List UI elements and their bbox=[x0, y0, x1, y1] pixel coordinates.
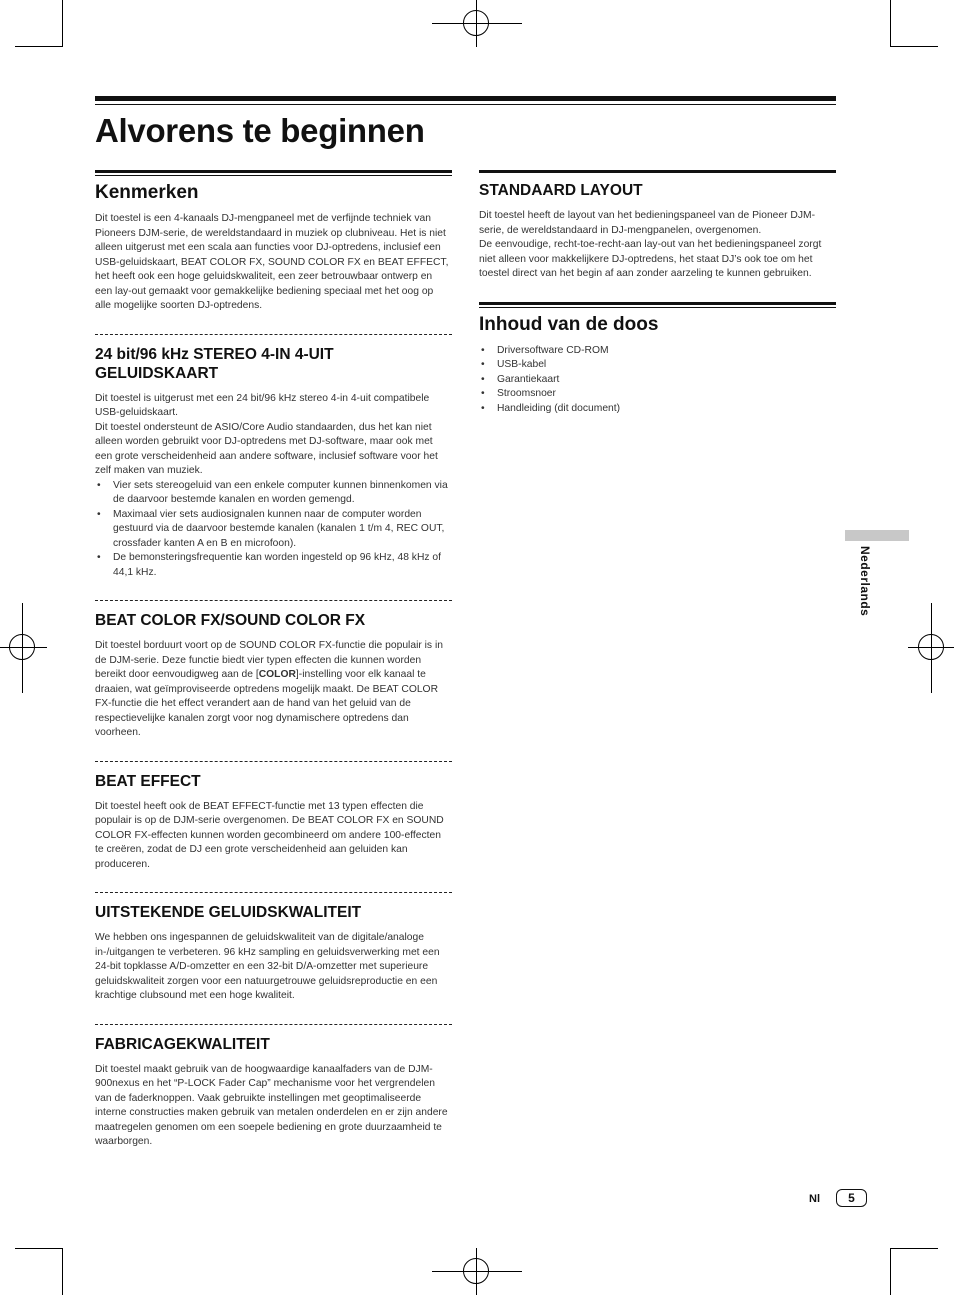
section-box-contents bbox=[479, 302, 836, 417]
section-build-quality bbox=[95, 1035, 452, 1150]
list-item: • USB-kabel bbox=[479, 358, 836, 373]
section-body: De eenvoudige, recht-toe-recht-aan lay-out van het bedieningspaneel zorgt niet alleen voor makkelijkere DJ-optredens, het staat DJ’s ook toe om het toestel direct van het begin af aan zonder aarzeling te kunnen gebruiken. bbox=[479, 239, 822, 279]
section-sound-quality bbox=[95, 903, 452, 1004]
section-soundcard bbox=[95, 345, 452, 581]
list-item: • Stroomsnoer bbox=[479, 387, 836, 402]
list-item: • Garantiekaart bbox=[479, 373, 836, 388]
section-heading: BEAT EFFECT bbox=[95, 772, 201, 790]
section-body: Dit toestel is een 4-kanaals DJ-mengpaneel met de verfijnde techniek van Pioneers DJM-serie, de wereldstandaard in muziek op clubniveau. Het is niet alleen uitgerust met een scala aan functies voor DJ-optredens, inclusief een USB-geluidskaart, BEAT COLOR FX, SOUND COLOR FX en BEAT EFFECT, het heeft ook een hoge geluidskwaliteit, een zeer betrouwbaar ontwerp en een lay-out gemaakt voor gemakkelijke bediening speciaal met het oog op alle mogelijke soorten DJ-optredens. bbox=[95, 213, 449, 311]
list-item: • Vier sets stereogeluid van een enkele computer kunnen binnenkomen via de daarvoor bestemde kanalen en worden gemengd. bbox=[95, 479, 452, 508]
section-body: We hebben ons ingespannen de geluidskwaliteit van de digitale/analoge in-/uitgangen te verbeteren. 96 kHz sampling en geluidsverwerking met een 24-bit topklasse A/D-omzetter en een 32-bit D/A-omzetter met superieure geluidskwaliteit zorgen voor een natuurgetrouwe geluidsreproductie en een krachtige clubsound met een hoge kwaliteit. bbox=[95, 932, 440, 1001]
crop-mark bbox=[890, 1248, 891, 1295]
registration-circle bbox=[918, 634, 944, 660]
section-rule bbox=[479, 302, 836, 308]
section-heading: BEAT COLOR FX/SOUND COLOR FX bbox=[95, 612, 366, 629]
list-item: • Driversoftware CD-ROM bbox=[479, 344, 836, 359]
crop-mark bbox=[890, 0, 891, 47]
list-item: • Handleiding (dit document) bbox=[479, 402, 836, 417]
language-tab-label: Nederlands bbox=[858, 546, 872, 617]
section-rule bbox=[479, 170, 836, 173]
section-standard-layout bbox=[479, 170, 836, 282]
section-heading: Kenmerken bbox=[95, 182, 199, 203]
section-heading: 24 bit/96 kHz STEREO 4-IN 4-UIT GELUIDSKAART bbox=[95, 345, 334, 382]
section-heading: Inhoud van de doos bbox=[479, 313, 659, 335]
page-title: Alvorens te beginnen bbox=[95, 112, 425, 149]
crop-mark bbox=[15, 1248, 63, 1249]
dashed-divider bbox=[95, 334, 452, 335]
left-column bbox=[95, 170, 452, 1150]
dashed-divider bbox=[95, 1024, 452, 1025]
section-beat-color bbox=[95, 611, 452, 741]
title-rule bbox=[95, 96, 836, 101]
crop-mark bbox=[15, 46, 63, 47]
registration-circle bbox=[463, 10, 489, 36]
registration-circle bbox=[463, 1258, 489, 1284]
section-rule bbox=[95, 170, 452, 176]
right-column bbox=[479, 170, 836, 416]
section-body bbox=[95, 639, 452, 741]
list-item: • De bemonsteringsfrequentie kan worden ingesteld op 96 kHz, 48 kHz of 44,1 kHz. bbox=[95, 551, 452, 580]
dashed-divider bbox=[95, 892, 452, 893]
footer-language: Nl bbox=[809, 1193, 820, 1205]
bullet-list bbox=[95, 479, 452, 581]
crop-mark bbox=[890, 46, 938, 47]
crop-mark bbox=[890, 1248, 938, 1249]
list-item: • Maximaal vier sets audiosignalen kunnen naar de computer worden gestuurd via de daarvoor bestemde kanalen (kanalen 1 t/m 4, REC OUT, crossfader kanten A en B en microfoon). bbox=[95, 508, 452, 552]
body-text: Dit toestel borduurt voort op de SOUND COLOR FX-functie die populair is in de DJM-serie. Deze functie biedt vier typen effecten die kunnen worden bereikt door eenvoudigweg aan de [ bbox=[95, 640, 443, 680]
dashed-divider bbox=[95, 761, 452, 762]
page-number: 5 bbox=[836, 1189, 867, 1207]
section-heading: FABRICAGEKWALITEIT bbox=[95, 1035, 270, 1053]
section-body: Dit toestel heeft ook de BEAT EFFECT-functie met 13 typen effecten die populair is op de DJM-serie overgenomen. De BEAT COLOR FX en SOUND COLOR FX-effecten kunnen worden gecombineerd om andere 100-effecten te creëren, zodat de DJ een grote verscheidenheid aan geluiden kan produceren. bbox=[95, 800, 444, 870]
section-kenmerken bbox=[95, 170, 452, 314]
language-tab bbox=[845, 530, 909, 541]
section-beat-effect bbox=[95, 772, 452, 873]
body-text: ]-instelling voor elk kanaal te draaien, wat geïmproviseerde optredens mogelijk maakt. De BEAT COLOR FX-functie die het effect verandert aan de hand van het geluid van de respectievelijke kanalen zorgt voor nog dynamischere optredens dan voorheen. bbox=[95, 669, 439, 738]
section-body: Dit toestel is uitgerust met een 24 bit/96 kHz stereo 4-in 4-uit compatibele USB-geluidskaart. bbox=[95, 392, 430, 418]
section-heading: STANDAARD LAYOUT bbox=[479, 182, 643, 199]
color-button-ref: COLOR bbox=[258, 669, 296, 680]
section-heading: UITSTEKENDE GELUIDSKWALITEIT bbox=[95, 904, 362, 921]
bullet-list bbox=[479, 344, 836, 417]
crop-mark bbox=[62, 1248, 63, 1295]
registration-circle bbox=[9, 634, 35, 660]
dashed-divider bbox=[95, 600, 452, 601]
section-body: Dit toestel ondersteunt de ASIO/Core Audio standaarden, dus het kan niet alleen worden gebruikt voor DJ-optredens met DJ-software, maar ook met een grote verscheidenheid aan andere software, inclusief software voor het zelf maken van muziek. bbox=[95, 421, 438, 476]
section-body: Dit toestel maakt gebruik van de hoogwaardige kanaalfaders van de DJM-900nexus en het “P-LOCK Fader Cap” mechanisme voor het vergrendelen van de faderknoppen. Vaak gebruikte instellingen met geoptimaliseerde interne constructies maken gebruik van metalen onderdelen en er zijn andere maatregelen genomen om een soepele bediening en grote duurzaamheid te waarborgen. bbox=[95, 1063, 448, 1147]
title-rule bbox=[95, 104, 836, 105]
section-body: Dit toestel heeft de layout van het bedieningspaneel van de Pioneer DJM-serie, de wereldstandaard in DJ-mengpanelen, overgenomen. bbox=[479, 210, 816, 236]
crop-mark bbox=[62, 0, 63, 47]
